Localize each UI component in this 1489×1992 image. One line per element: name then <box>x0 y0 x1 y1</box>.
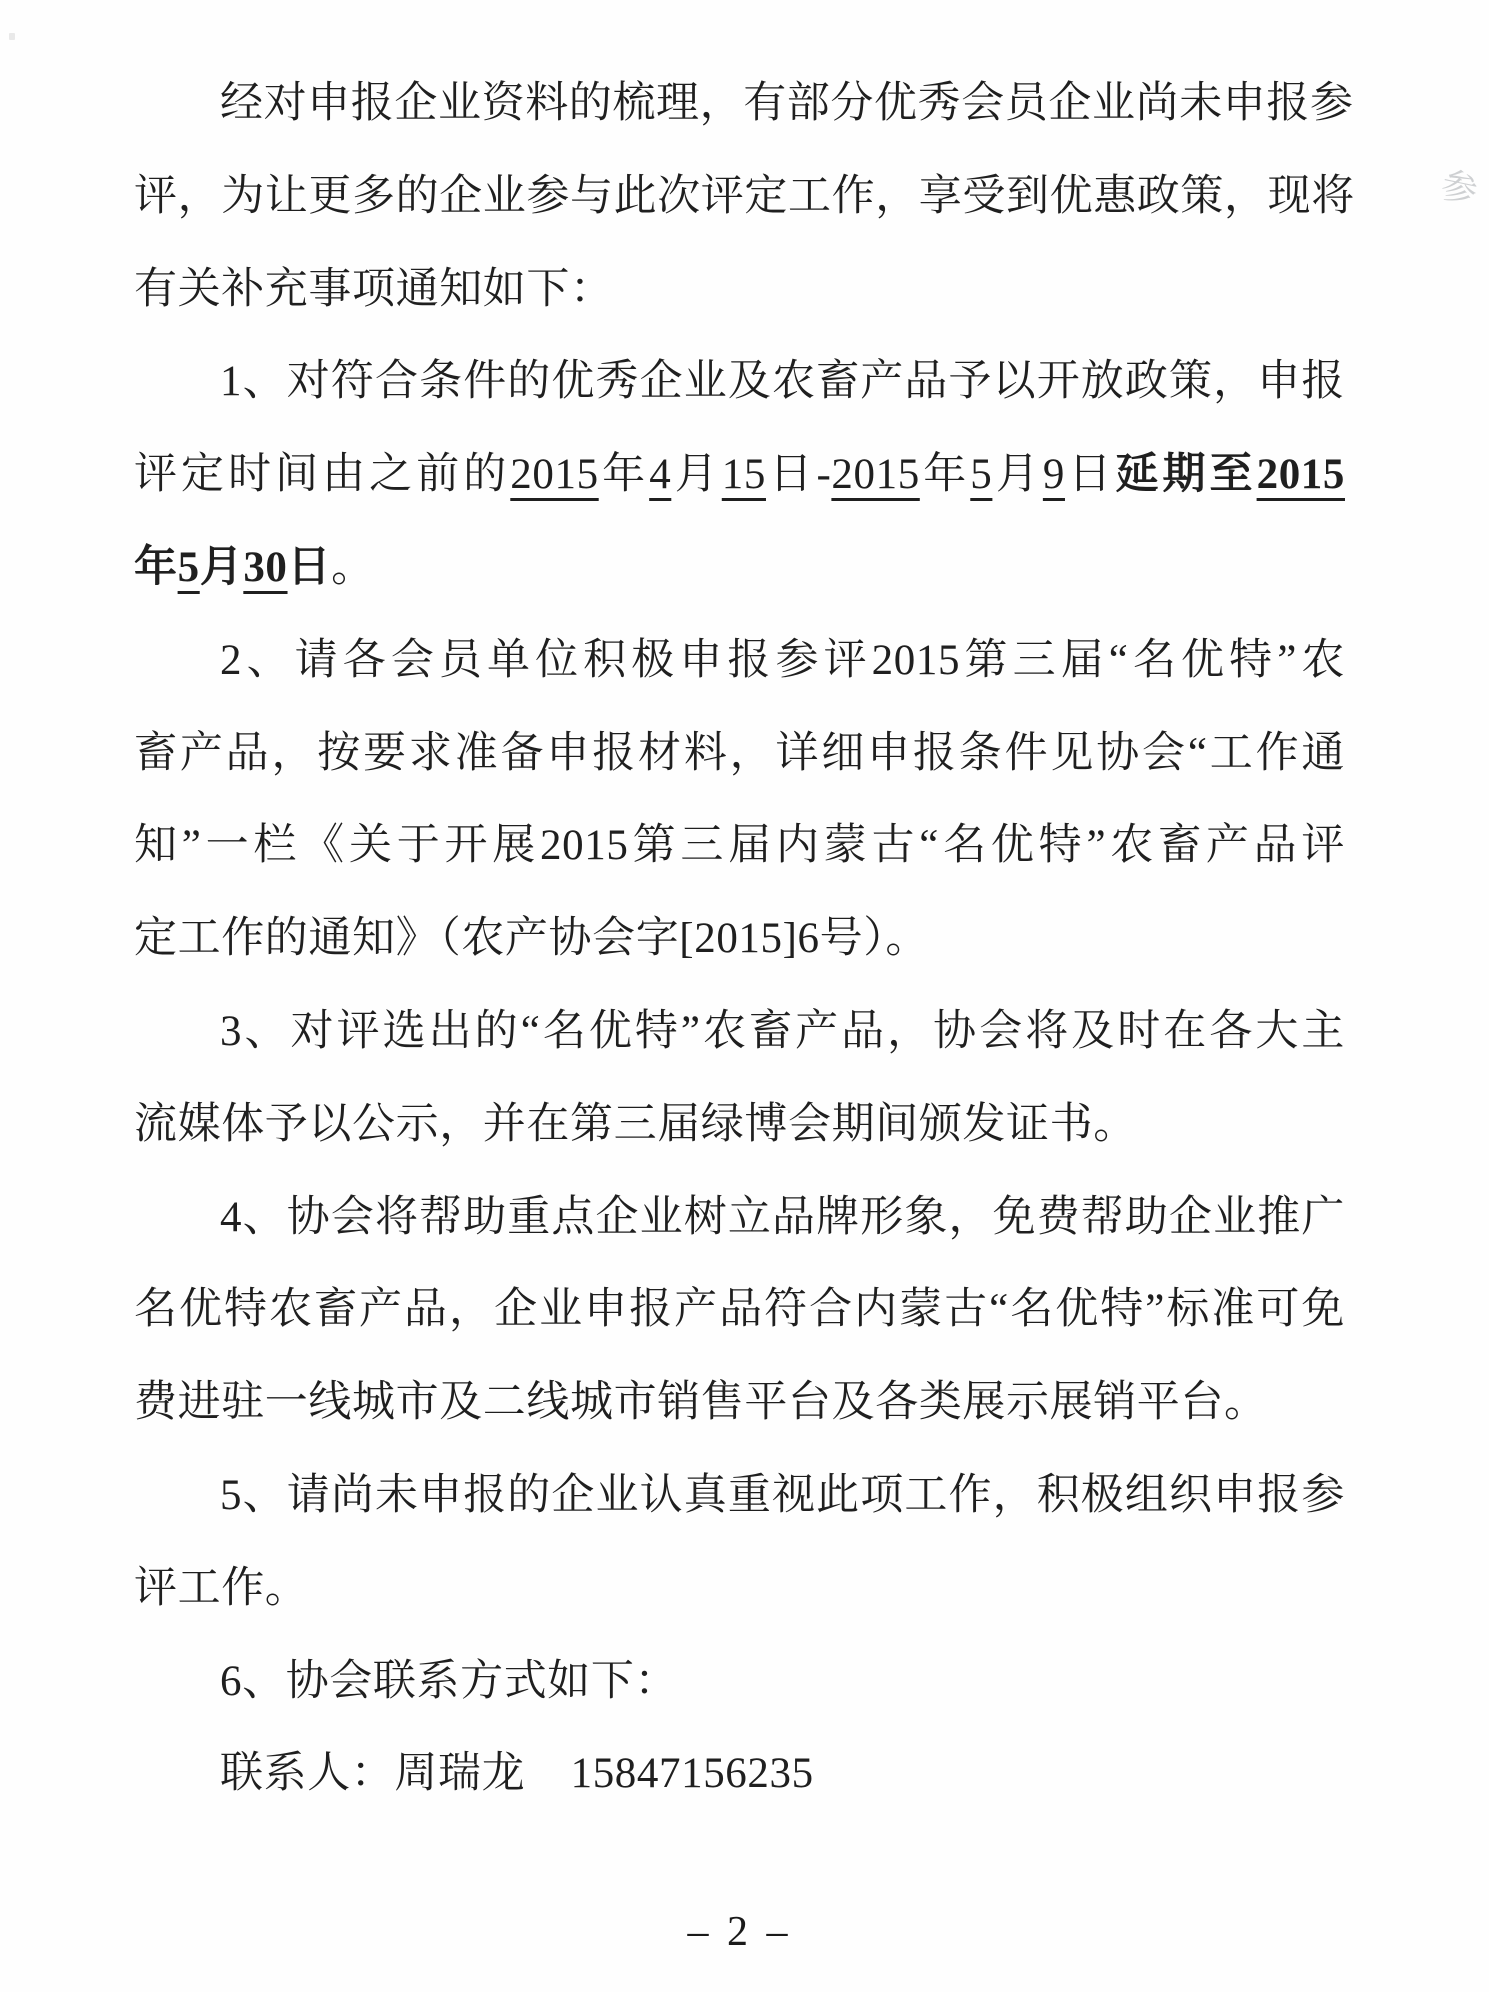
text-line <box>134 1357 1345 1450</box>
text-segment-u: 9 <box>1042 451 1065 499</box>
text-segment: 3、对评选出的“名优特”农畜产品，协会将及时在各大主 <box>220 1007 1345 1055</box>
text-line <box>134 708 1345 801</box>
text-line <box>134 1728 1345 1821</box>
text-segment: 经对申报企业资料的梳理，有部分优秀会员企业尚未申报参 <box>220 80 1354 127</box>
text-segment: 6、协会联系方式如下： <box>220 1657 679 1705</box>
text-segment: 4、协会将帮助重点企业树立品牌形象，免费帮助企业推广 <box>220 1193 1345 1241</box>
text-line <box>134 893 1345 986</box>
text-line <box>134 58 1354 151</box>
text-segment: 费进驻一线城市及二线城市销售平台及各类展示展销平台。 <box>134 1379 1268 1427</box>
text-segment: 2、请各会员单位积极申报参评2015第三届“名优特”农 <box>220 636 1345 684</box>
text-line <box>134 151 1355 244</box>
text-segment-b: 日 <box>287 543 332 591</box>
text-segment: 评，为让更多的企业参与此次评定工作，享受到优惠政策，现将 <box>134 172 1355 220</box>
text-segment: 畜产品，按要求准备申报材料，详细申报条件见协会“工作通 <box>134 729 1345 777</box>
text-segment: 日- <box>765 451 832 499</box>
text-segment: 流媒体予以公示，并在第三届绿博会期间颁发证书。 <box>134 1100 1137 1148</box>
text-segment: 年 <box>598 451 650 499</box>
text-segment-u: 15 <box>721 451 766 499</box>
text-segment: 名优特农畜产品，企业申报产品符合内蒙古“名优特”标准可免 <box>134 1286 1345 1334</box>
text-line <box>134 522 1345 615</box>
text-segment: 有关补充事项通知如下： <box>134 265 614 313</box>
text-segment: 月 <box>992 451 1043 499</box>
text-line <box>134 1450 1345 1543</box>
text-line <box>134 800 1345 893</box>
text-line <box>134 986 1345 1079</box>
text-segment: 5、请尚未申报的企业认真重视此项工作，积极组织申报参 <box>220 1471 1345 1519</box>
text-segment-b: 延期至 <box>1115 451 1257 499</box>
text-line <box>134 244 1345 337</box>
text-line <box>134 429 1345 522</box>
text-segment-u: 4 <box>649 451 672 499</box>
text-line <box>134 615 1345 708</box>
text-segment-b: 月 <box>199 543 244 591</box>
document-body <box>134 58 1355 1821</box>
text-segment-u: 2015 <box>510 451 599 499</box>
text-segment: 评工作。 <box>134 1564 309 1612</box>
text-line <box>134 1079 1345 1172</box>
text-segment-bu: 30 <box>243 543 288 591</box>
text-line <box>134 1264 1345 1357</box>
scan-speck <box>9 33 15 40</box>
text-line <box>134 1543 1345 1636</box>
text-segment: 定工作的通知》（农产协会字[2015]6号）。 <box>134 915 929 963</box>
text-segment-u: 5 <box>970 451 993 499</box>
text-segment: 联系人：周瑞龙 15847156235 <box>220 1750 814 1798</box>
text-segment-u: 2015 <box>831 451 920 499</box>
page-number: – 2 – <box>687 1909 792 1955</box>
text-segment: 1、对符合条件的优秀企业及农畜产品予以开放政策，申报 <box>220 358 1345 406</box>
text-segment-b: 年 <box>134 543 178 591</box>
text-segment: 年 <box>919 451 971 499</box>
text-segment: 日 <box>1064 451 1116 499</box>
text-line <box>134 1172 1345 1265</box>
text-segment: 知”一栏《关于开展2015第三届内蒙古“名优特”农畜产品评 <box>134 822 1345 870</box>
scan-artifact-ghost-char: 参 <box>1437 164 1482 212</box>
text-segment: 月 <box>671 451 722 499</box>
text-segment: 。 <box>331 543 375 591</box>
text-line <box>134 1636 1345 1729</box>
text-segment-bu: 2015 <box>1256 451 1345 499</box>
text-segment-bu: 5 <box>177 543 200 591</box>
text-segment: 评定时间由之前的 <box>134 451 511 499</box>
text-line <box>134 336 1345 429</box>
